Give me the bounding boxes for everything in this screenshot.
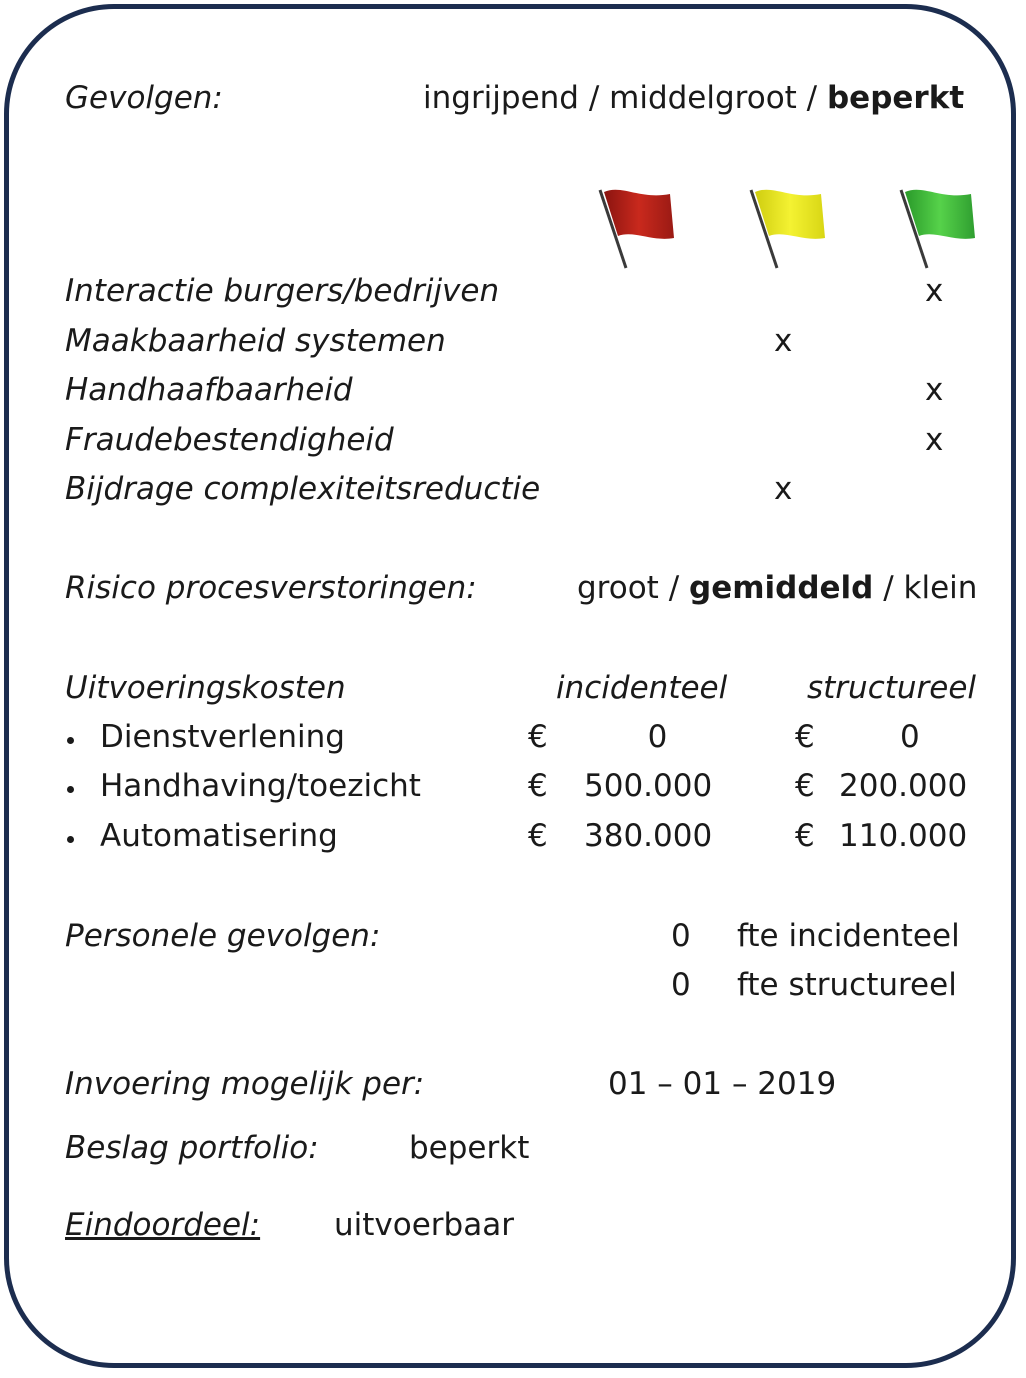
bullet — [67, 836, 74, 843]
criterion-label: Handhaafbaarheid — [65, 372, 353, 408]
currency-symbol: € — [528, 719, 548, 755]
beslag-value: beperkt — [409, 1130, 530, 1166]
eindoordeel-value: uitvoerbaar — [334, 1207, 514, 1243]
kosten-incidenteel-value: 0 — [647, 719, 668, 755]
gevolgen-label: Gevolgen: — [65, 80, 223, 116]
criterion-mark: x — [774, 323, 793, 359]
kosten-structureel-value: 110.000 — [839, 818, 968, 854]
kosten-col-incidenteel: incidenteel — [556, 670, 728, 706]
kosten-structureel-value: 200.000 — [839, 768, 968, 804]
criterion-mark: x — [925, 372, 944, 408]
kosten-label: Uitvoeringskosten — [65, 670, 346, 706]
criterion-label: Maakbaarheid systemen — [65, 323, 446, 359]
currency-symbol: € — [528, 768, 548, 804]
risico-scale — [577, 570, 977, 606]
risico-option-gemiddeld: gemiddeld — [689, 570, 874, 606]
bullet — [67, 737, 74, 744]
green-flag-icon — [897, 184, 979, 270]
personeel-label: Personele gevolgen: — [65, 918, 381, 954]
risico-option-klein: klein — [903, 570, 978, 606]
currency-symbol: € — [795, 768, 815, 804]
currency-symbol: € — [528, 818, 548, 854]
risico-label: Risico procesverstoringen: — [65, 570, 477, 606]
currency-symbol: € — [795, 818, 815, 854]
invoering-label: Invoering mogelijk per: — [65, 1066, 425, 1102]
kosten-row-label: Handhaving/toezicht — [100, 768, 421, 804]
criterion-label: Interactie burgers/bedrijven — [65, 273, 500, 309]
kosten-row-label: Automatisering — [100, 818, 338, 854]
red-flag-icon — [596, 184, 678, 270]
currency-symbol: € — [795, 719, 815, 755]
gevolgen-separator: / — [796, 80, 827, 116]
kosten-structureel-value: 0 — [900, 719, 920, 755]
invoering-date: 01 – 01 – 2019 — [608, 1066, 837, 1102]
kosten-incidenteel-value: 500.000 — [584, 768, 713, 804]
bullet — [67, 786, 74, 793]
personeel-structureel-value: 0 — [671, 967, 691, 1003]
criterion-mark: x — [925, 273, 944, 309]
criterion-mark: x — [925, 422, 944, 458]
gevolgen-option-beperkt: beperkt — [826, 80, 965, 116]
risico-separator: / — [658, 570, 689, 606]
gevolgen-scale — [423, 80, 964, 116]
personeel-structureel-unit: fte structureel — [737, 967, 957, 1003]
personeel-incidenteel-unit: fte incidenteel — [737, 918, 960, 954]
criterion-label: Fraudebestendigheid — [65, 422, 394, 458]
personeel-incidenteel-value: 0 — [671, 918, 691, 954]
risico-option-groot: groot — [577, 570, 659, 606]
gevolgen-option-middelgroot: middelgroot — [609, 80, 797, 116]
risico-separator: / — [873, 570, 904, 606]
kosten-row-label: Dienstverlening — [100, 719, 345, 755]
yellow-flag-icon — [747, 184, 829, 270]
criterion-mark: x — [774, 471, 793, 507]
beslag-label: Beslag portfolio: — [65, 1130, 319, 1166]
criterion-label: Bijdrage complexiteitsreductie — [65, 471, 541, 507]
kosten-incidenteel-value: 380.000 — [584, 818, 713, 854]
eindoordeel-label: Eindoordeel: — [65, 1207, 261, 1243]
kosten-col-structureel: structureel — [807, 670, 977, 706]
gevolgen-option-ingrijpend: ingrijpend — [423, 80, 579, 116]
gevolgen-separator: / — [578, 80, 610, 116]
